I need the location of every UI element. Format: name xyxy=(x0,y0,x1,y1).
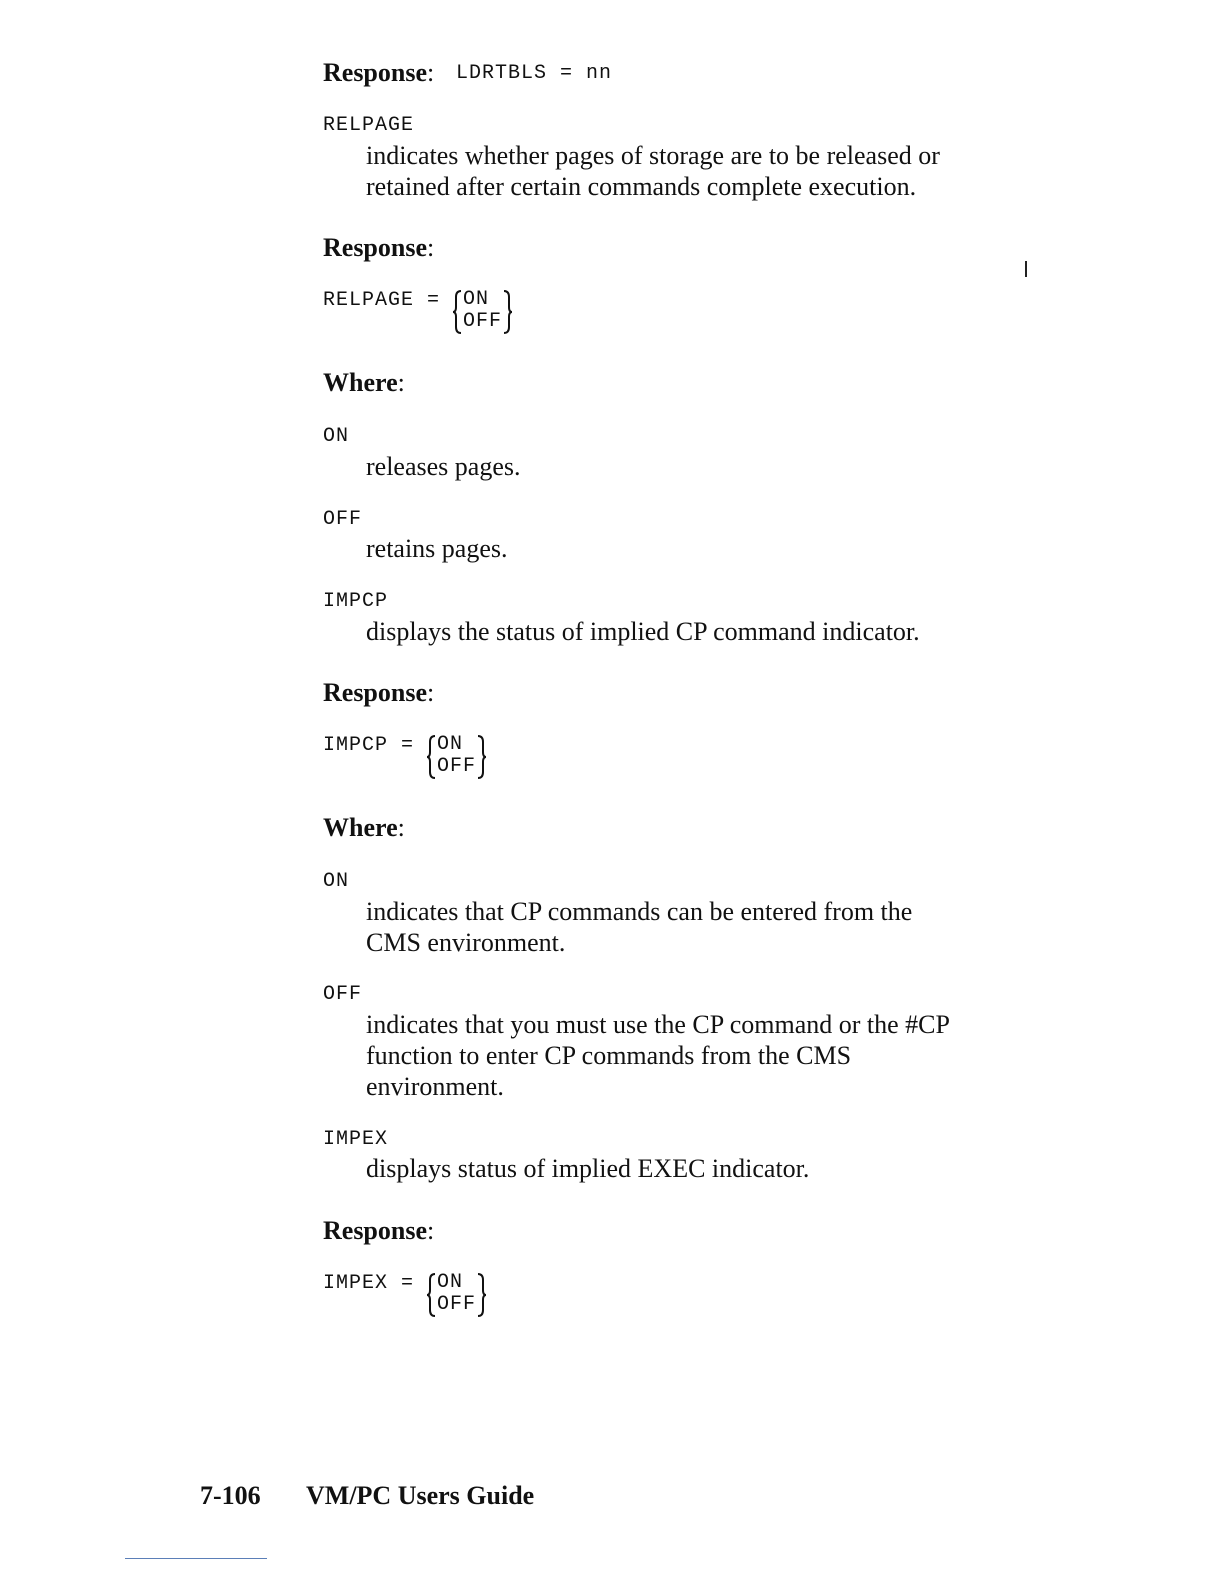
impcp-response-syntax xyxy=(323,734,486,778)
left-brace-icon xyxy=(453,289,463,333)
page-number: 7-106 xyxy=(200,1481,261,1510)
relpage-keyword: RELPAGE xyxy=(323,114,415,137)
left-brace-icon xyxy=(427,1272,437,1316)
definition-text: retains pages. xyxy=(366,534,508,563)
option-off: OFF xyxy=(437,1293,477,1316)
syntax-prefix: IMPEX = xyxy=(323,1272,428,1295)
response-label: Response xyxy=(323,233,428,262)
definition-term: ON xyxy=(323,870,350,893)
colon: : xyxy=(427,1216,435,1245)
where-label: Where xyxy=(323,813,398,842)
impcp-keyword: IMPCP xyxy=(323,590,389,613)
relpage-description-line: indicates whether pages of storage are to be released or xyxy=(366,141,940,170)
right-brace-icon xyxy=(502,289,512,333)
definition-term: OFF xyxy=(323,983,363,1006)
definition-text-line: CMS environment. xyxy=(366,928,566,957)
relpage-description xyxy=(366,140,940,202)
document-title: VM/PC Users Guide xyxy=(306,1481,535,1510)
colon: : xyxy=(427,58,435,87)
definition-text: releases pages. xyxy=(366,452,521,481)
response-label: Response xyxy=(323,678,428,707)
option-on: ON xyxy=(463,288,490,311)
response-label: Response xyxy=(323,58,428,87)
relpage-description-line: retained after certain commands complete execution. xyxy=(366,172,917,201)
impex-response-heading xyxy=(323,1215,434,1246)
impcp-response-heading xyxy=(323,677,434,708)
relpage-where-heading xyxy=(323,367,405,398)
option-on: ON xyxy=(437,733,464,756)
right-brace-icon xyxy=(476,734,486,778)
where-label: Where xyxy=(323,368,398,397)
colon: : xyxy=(397,368,405,397)
impcp-description: displays the status of implied CP command indicator. xyxy=(366,617,920,646)
left-brace-icon xyxy=(427,734,437,778)
option-off: OFF xyxy=(463,310,503,333)
option-off: OFF xyxy=(437,755,477,778)
relpage-response-syntax xyxy=(323,289,512,333)
response-label: Response xyxy=(323,1216,428,1245)
ldrtbls-response-heading xyxy=(323,57,434,88)
ldrtbls-response-value: LDRTBLS = nn xyxy=(456,62,613,85)
definition-term: ON xyxy=(323,425,350,448)
impcp-where-heading xyxy=(323,812,405,843)
relpage-response-heading xyxy=(323,232,434,263)
option-on: ON xyxy=(437,1271,464,1294)
definition-text-line: environment. xyxy=(366,1072,504,1101)
revision-change-bar xyxy=(1025,261,1027,277)
syntax-prefix: RELPAGE = xyxy=(323,289,454,312)
definition-text-line: indicates that CP commands can be entered from the xyxy=(366,897,913,926)
colon: : xyxy=(427,678,435,707)
definition-text xyxy=(366,1009,950,1102)
colon: : xyxy=(427,233,435,262)
bottom-rule xyxy=(125,1558,267,1559)
definition-text xyxy=(366,896,912,958)
impex-description: displays status of implied EXEC indicator. xyxy=(366,1154,810,1183)
definition-term: OFF xyxy=(323,508,363,531)
right-brace-icon xyxy=(476,1272,486,1316)
impex-keyword: IMPEX xyxy=(323,1128,389,1151)
impex-response-syntax xyxy=(323,1272,486,1316)
colon: : xyxy=(397,813,405,842)
definition-text-line: indicates that you must use the CP command or the #CP xyxy=(366,1010,950,1039)
syntax-prefix: IMPCP = xyxy=(323,734,428,757)
definition-text-line: function to enter CP commands from the CMS xyxy=(366,1041,852,1070)
